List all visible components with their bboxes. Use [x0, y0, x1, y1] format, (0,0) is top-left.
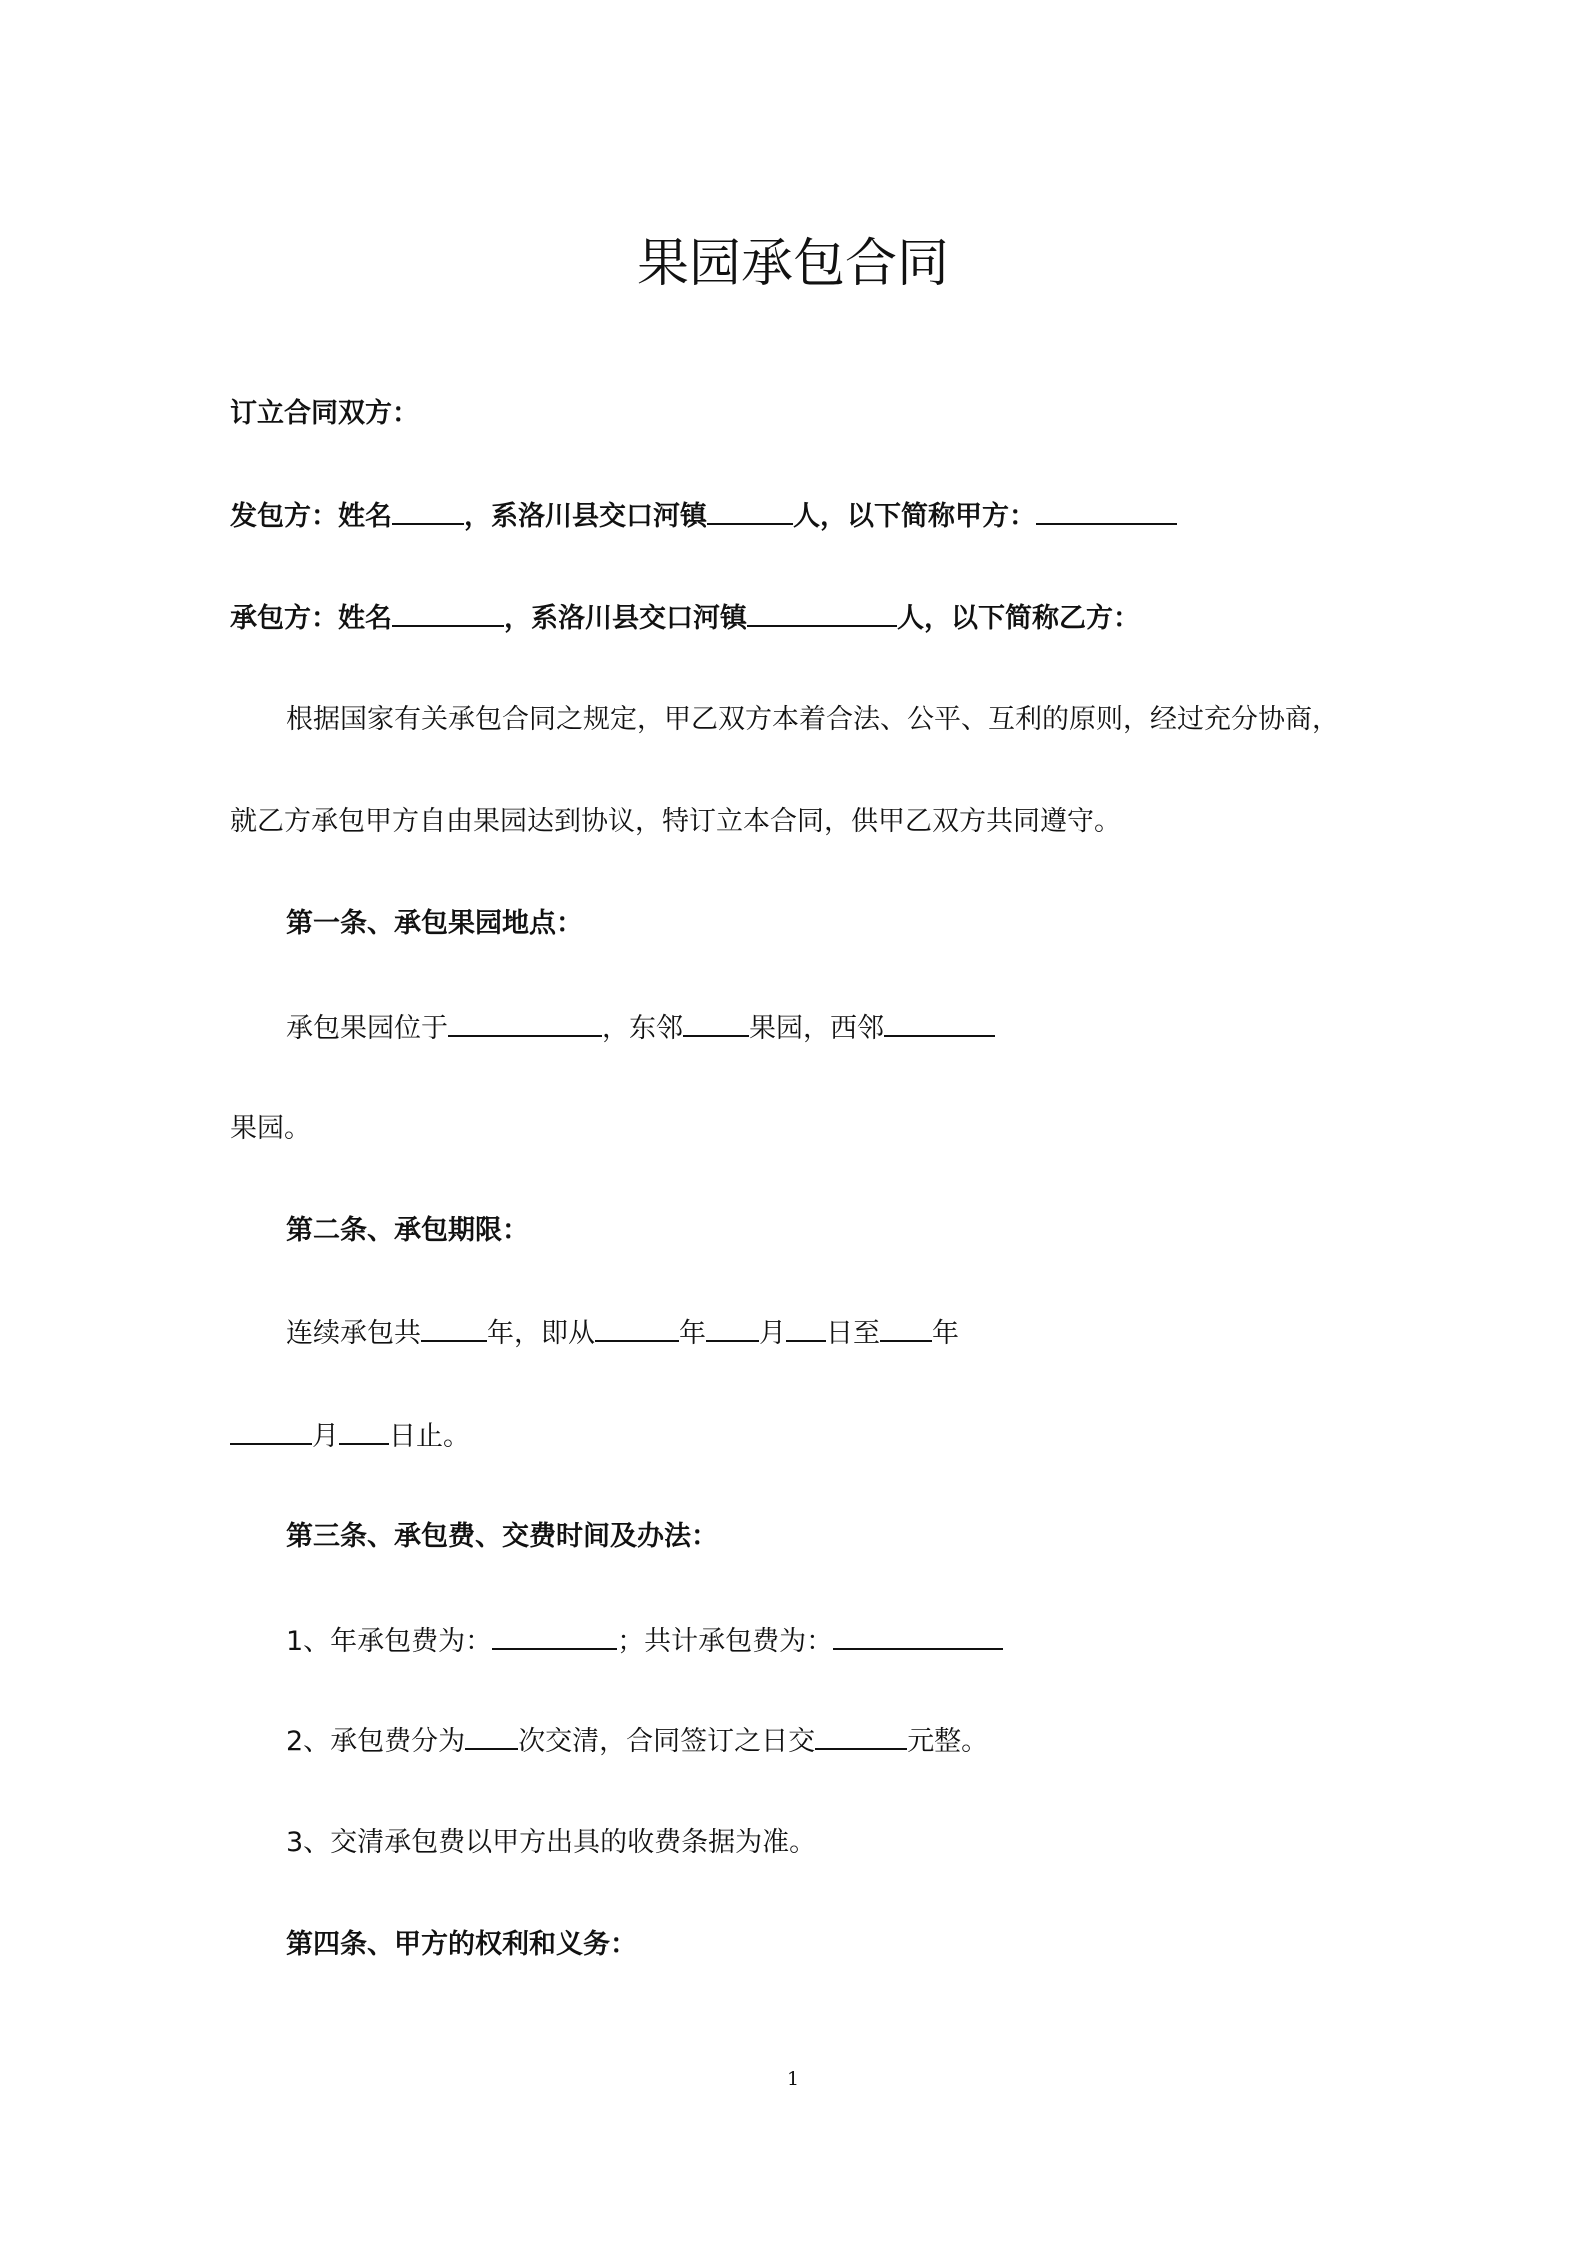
blank-field[interactable]: [707, 497, 793, 525]
blank-field[interactable]: [392, 599, 504, 627]
blank-field[interactable]: [448, 1009, 602, 1037]
text: 日至: [826, 1318, 880, 1349]
blank-field[interactable]: [815, 1722, 907, 1750]
text: 人，以下简称乙方：: [897, 603, 1140, 634]
parties-heading: 订立合同双方：: [230, 398, 419, 429]
text: 1、年承包费为：: [286, 1626, 493, 1657]
article2-text: [286, 1314, 959, 1352]
document-title: 果园承包合同: [636, 234, 949, 294]
page-number: 1: [786, 2068, 800, 2090]
text: 年，即从: [487, 1318, 595, 1349]
text: 承包果园位于: [286, 1013, 448, 1044]
blank-field[interactable]: [421, 1314, 487, 1342]
article3-item-1: [286, 1622, 1003, 1660]
article1-text: [286, 1009, 995, 1047]
text: 人，以下简称甲方：: [793, 501, 1036, 532]
blank-field[interactable]: [880, 1314, 932, 1342]
article3-item-3: 3、交清承包费以甲方出具的收费条据为准。: [286, 1827, 817, 1858]
blank-field[interactable]: [786, 1314, 826, 1342]
article2-text-cont: [230, 1417, 470, 1455]
text: 元整。: [907, 1726, 989, 1757]
article1-heading: 第一条、承包果园地点：: [286, 908, 583, 939]
text: 连续承包共: [286, 1318, 421, 1349]
blank-field[interactable]: [339, 1417, 389, 1445]
text: ；共计承包费为：: [617, 1626, 834, 1657]
text: 果园，西邻: [749, 1013, 884, 1044]
blank-field[interactable]: [595, 1314, 679, 1342]
article3-heading: 第三条、承包费、交费时间及办法：: [286, 1521, 718, 1552]
text: 月: [759, 1318, 786, 1349]
blank-field[interactable]: [1036, 497, 1177, 525]
blank-field[interactable]: [392, 497, 464, 525]
text: 日止。: [389, 1421, 470, 1452]
blank-field[interactable]: [683, 1009, 749, 1037]
blank-field[interactable]: [230, 1417, 312, 1445]
text: 承包方：姓名: [230, 603, 392, 634]
text: 年: [679, 1318, 706, 1349]
preamble-line-2: 就乙方承包甲方自由果园达到协议，特订立本合同，供甲乙双方共同遵守。: [230, 806, 1121, 837]
party-b-line: [230, 599, 1140, 637]
text: 年: [932, 1318, 959, 1349]
party-a-line: [230, 497, 1177, 535]
text: 月: [312, 1421, 339, 1452]
text: 2、承包费分为: [286, 1726, 466, 1757]
text: ，东邻: [602, 1013, 683, 1044]
blank-field[interactable]: [492, 1622, 617, 1650]
preamble-line-1: 根据国家有关承包合同之规定，甲乙双方本着合法、公平、互利的原则，经过充分协商，: [286, 704, 1339, 735]
article4-heading: 第四条、甲方的权利和义务：: [286, 1929, 637, 1960]
article3-item-2: [286, 1722, 988, 1760]
blank-field[interactable]: [747, 599, 897, 627]
text: ，系洛川县交口河镇: [464, 501, 707, 532]
article2-heading: 第二条、承包期限：: [286, 1215, 529, 1246]
text: ，系洛川县交口河镇: [504, 603, 747, 634]
text: 次交清，合同签订之日交: [518, 1726, 816, 1757]
text: 发包方：姓名: [230, 501, 392, 532]
article1-text-cont: 果园。: [230, 1113, 311, 1144]
blank-field[interactable]: [706, 1314, 759, 1342]
blank-field[interactable]: [465, 1722, 518, 1750]
blank-field[interactable]: [884, 1009, 995, 1037]
blank-field[interactable]: [833, 1622, 1003, 1650]
